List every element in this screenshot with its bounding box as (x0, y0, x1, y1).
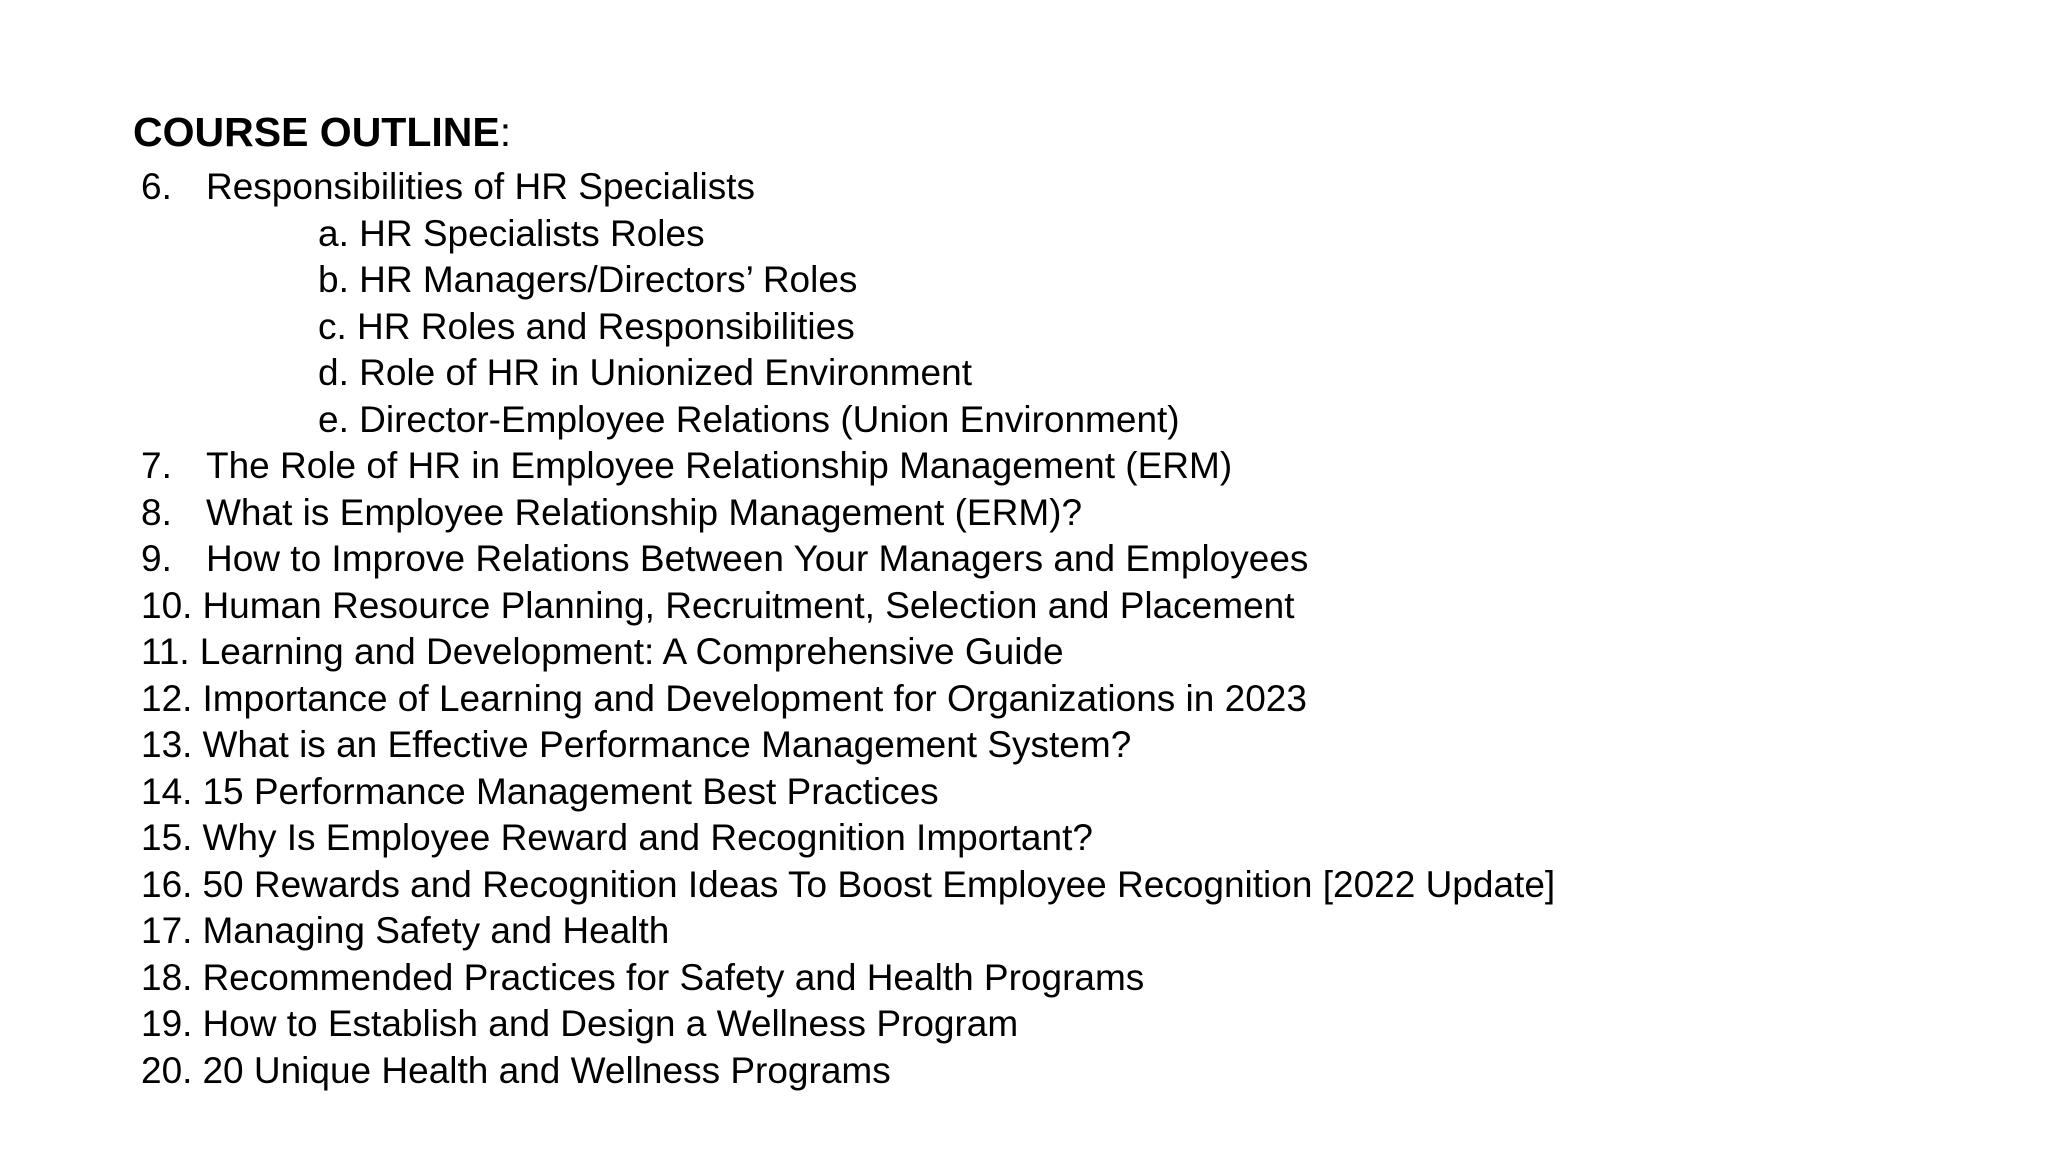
outline-item-18 (141, 955, 1555, 1002)
outline-item-7 (141, 443, 1555, 490)
outline-item-14 (141, 769, 1555, 816)
outline-item-8 (141, 490, 1555, 537)
outline-subitem-a (141, 211, 1555, 258)
heading-title: COURSE OUTLINE (133, 109, 500, 155)
item-number: 9. (141, 538, 172, 579)
outline-item-12 (141, 676, 1555, 723)
outline-item-10 (141, 583, 1555, 630)
item-text: Learning and Development: A Comprehensive Guide (199, 631, 1064, 672)
outline-item-16 (141, 862, 1555, 909)
outline-item-19 (141, 1001, 1555, 1048)
item-text: Why Is Employee Reward and Recognition Important? (202, 817, 1093, 858)
subitem-text: e. Director-Employee Relations (Union Environment) (318, 398, 1180, 440)
item-text: Responsibilities of HR Specialists (206, 166, 756, 207)
item-text: Importance of Learning and Development for Organizations in 2023 (202, 677, 1307, 719)
item-number: 11. (141, 631, 190, 672)
item-text: 15 Performance Management Best Practices (202, 770, 939, 812)
item-text: Recommended Practices for Safety and Health Programs (202, 956, 1145, 998)
item-text: What is an Effective Performance Management System? (202, 724, 1132, 765)
outline-item-20 (141, 1048, 1555, 1095)
item-number: 14. (141, 770, 193, 812)
item-number: 15. (141, 817, 193, 858)
outline-item-15 (141, 815, 1555, 862)
item-number: 8. (141, 491, 172, 533)
item-number: 16. (141, 863, 193, 905)
subitem-text: b. HR Managers/Directors’ Roles (318, 259, 858, 300)
outline-item-6 (141, 164, 1555, 211)
outline-subitem-e (141, 397, 1555, 444)
item-number: 20. (141, 1049, 193, 1091)
item-text: Human Resource Planning, Recruitment, Selection and Placement (202, 584, 1295, 626)
outline-subitem-b (141, 257, 1555, 304)
item-number: 10. (141, 584, 193, 626)
item-text: How to Improve Relations Between Your Managers and Employees (206, 538, 1309, 579)
outline-item-9 (141, 536, 1555, 583)
item-number: 7. (141, 445, 172, 486)
outline-subitem-d (141, 350, 1555, 397)
subitem-text: d. Role of HR in Unionized Environment (318, 352, 972, 393)
subitem-text: a. HR Specialists Roles (318, 212, 705, 254)
item-text: The Role of HR in Employee Relationship Management (ERM) (206, 445, 1233, 486)
course-outline-heading (133, 104, 511, 160)
subitem-text: c. HR Roles and Responsibilities (318, 305, 855, 347)
item-number: 17. (141, 910, 193, 951)
item-number: 6. (141, 166, 172, 207)
heading-colon: : (499, 109, 512, 155)
outline-item-11 (141, 629, 1555, 676)
outline-item-17 (141, 908, 1555, 955)
outline-subitem-c (141, 304, 1555, 351)
item-number: 19. (141, 1003, 193, 1044)
item-text: Managing Safety and Health (202, 910, 670, 951)
item-text: 50 Rewards and Recognition Ideas To Boost Employee Recognition [2022 Update] (202, 863, 1556, 905)
item-text: How to Establish and Design a Wellness Program (202, 1003, 1019, 1044)
outline-item-13 (141, 722, 1555, 769)
item-number: 13. (141, 724, 193, 765)
item-number: 18. (141, 956, 193, 998)
item-text: 20 Unique Health and Wellness Programs (202, 1049, 891, 1091)
outline-list (141, 164, 1555, 1094)
item-text: What is Employee Relationship Management (ERM)? (206, 491, 1083, 533)
item-number: 12. (141, 677, 193, 719)
